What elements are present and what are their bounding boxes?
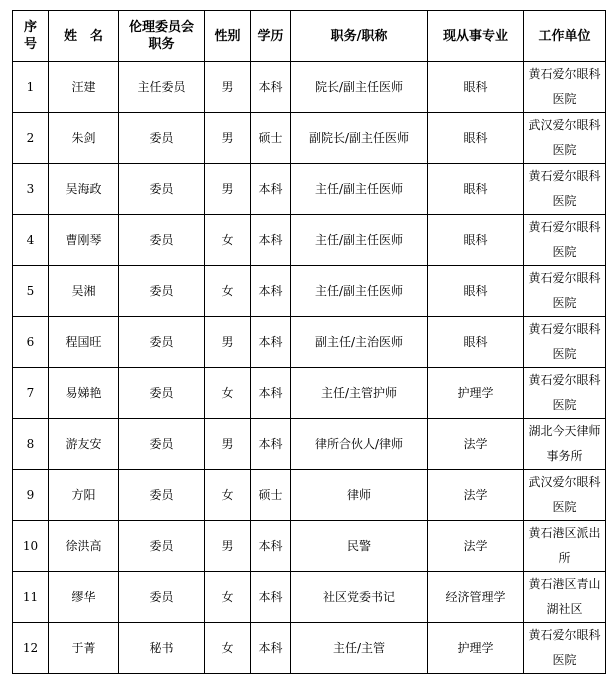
table-row — [13, 470, 606, 521]
cell-ethics-role: 委员 — [119, 113, 205, 164]
cell-ethics-role: 委员 — [119, 266, 205, 317]
cell-education: 本科 — [251, 62, 291, 113]
cell-name: 徐洪高 — [49, 521, 119, 572]
table-row — [13, 62, 606, 113]
cell-gender: 女 — [205, 470, 251, 521]
cell-employer: 黄石爱尔眼科医院 — [524, 623, 606, 674]
cell-no: 5 — [13, 266, 49, 317]
cell-name: 游友安 — [49, 419, 119, 470]
cell-employer: 黄石爱尔眼科医院 — [524, 317, 606, 368]
cell-employer: 黄石港区青山湖社区 — [524, 572, 606, 623]
cell-title: 民警 — [291, 521, 428, 572]
header-name: 姓 名 — [49, 11, 119, 62]
cell-employer: 黄石爱尔眼科医院 — [524, 62, 606, 113]
cell-education: 本科 — [251, 572, 291, 623]
cell-education: 本科 — [251, 419, 291, 470]
cell-gender: 男 — [205, 317, 251, 368]
cell-title: 社区党委书记 — [291, 572, 428, 623]
cell-name: 吴海政 — [49, 164, 119, 215]
header-specialty: 现从事专业 — [428, 11, 524, 62]
cell-ethics-role: 主任委员 — [119, 62, 205, 113]
header-education: 学历 — [251, 11, 291, 62]
cell-no: 9 — [13, 470, 49, 521]
table-row — [13, 368, 606, 419]
cell-title: 主任/主管护师 — [291, 368, 428, 419]
cell-no: 7 — [13, 368, 49, 419]
cell-specialty: 眼科 — [428, 266, 524, 317]
cell-title: 主任/副主任医师 — [291, 215, 428, 266]
header-row — [13, 11, 606, 62]
cell-education: 本科 — [251, 368, 291, 419]
cell-specialty: 护理学 — [428, 368, 524, 419]
cell-gender: 女 — [205, 215, 251, 266]
cell-name: 程国旺 — [49, 317, 119, 368]
table-row — [13, 521, 606, 572]
cell-ethics-role: 委员 — [119, 215, 205, 266]
table-row — [13, 266, 606, 317]
cell-gender: 男 — [205, 521, 251, 572]
cell-title: 副院长/副主任医师 — [291, 113, 428, 164]
cell-education: 本科 — [251, 623, 291, 674]
cell-education: 本科 — [251, 317, 291, 368]
table-row — [13, 317, 606, 368]
cell-no: 11 — [13, 572, 49, 623]
cell-gender: 女 — [205, 623, 251, 674]
cell-no: 2 — [13, 113, 49, 164]
cell-ethics-role: 秘书 — [119, 623, 205, 674]
table-row — [13, 113, 606, 164]
cell-employer: 黄石爱尔眼科医院 — [524, 266, 606, 317]
cell-education: 硕士 — [251, 113, 291, 164]
cell-education: 本科 — [251, 164, 291, 215]
cell-title: 院长/副主任医师 — [291, 62, 428, 113]
header-gender: 性别 — [205, 11, 251, 62]
cell-name: 易娣艳 — [49, 368, 119, 419]
cell-name: 吴湘 — [49, 266, 119, 317]
cell-education: 本科 — [251, 215, 291, 266]
cell-title: 主任/副主任医师 — [291, 164, 428, 215]
cell-gender: 女 — [205, 572, 251, 623]
cell-specialty: 经济管理学 — [428, 572, 524, 623]
cell-name: 汪建 — [49, 62, 119, 113]
cell-title: 律所合伙人/律师 — [291, 419, 428, 470]
cell-ethics-role: 委员 — [119, 572, 205, 623]
cell-employer: 武汉爱尔眼科医院 — [524, 113, 606, 164]
cell-specialty: 眼科 — [428, 215, 524, 266]
header-employer: 工作单位 — [524, 11, 606, 62]
cell-name: 于菁 — [49, 623, 119, 674]
cell-gender: 男 — [205, 62, 251, 113]
header-no: 序 号 — [13, 11, 49, 62]
cell-no: 4 — [13, 215, 49, 266]
cell-employer: 湖北今天律师事务所 — [524, 419, 606, 470]
cell-employer: 黄石爱尔眼科医院 — [524, 164, 606, 215]
ethics-committee-table — [12, 10, 606, 674]
cell-name: 方阳 — [49, 470, 119, 521]
cell-specialty: 护理学 — [428, 623, 524, 674]
cell-employer: 黄石爱尔眼科医院 — [524, 368, 606, 419]
cell-name: 朱剑 — [49, 113, 119, 164]
cell-ethics-role: 委员 — [119, 470, 205, 521]
cell-ethics-role: 委员 — [119, 521, 205, 572]
cell-education: 硕士 — [251, 470, 291, 521]
cell-specialty: 眼科 — [428, 317, 524, 368]
cell-no: 3 — [13, 164, 49, 215]
cell-education: 本科 — [251, 266, 291, 317]
cell-no: 10 — [13, 521, 49, 572]
cell-title: 主任/主管 — [291, 623, 428, 674]
cell-specialty: 法学 — [428, 470, 524, 521]
table-row — [13, 164, 606, 215]
table-body — [13, 62, 606, 674]
cell-gender: 男 — [205, 164, 251, 215]
table-row — [13, 215, 606, 266]
cell-specialty: 法学 — [428, 419, 524, 470]
cell-name: 缪华 — [49, 572, 119, 623]
table-row — [13, 419, 606, 470]
cell-specialty: 法学 — [428, 521, 524, 572]
cell-ethics-role: 委员 — [119, 317, 205, 368]
cell-specialty: 眼科 — [428, 164, 524, 215]
cell-specialty: 眼科 — [428, 62, 524, 113]
table-row — [13, 623, 606, 674]
header-ethics-role: 伦理委员会 职务 — [119, 11, 205, 62]
cell-no: 6 — [13, 317, 49, 368]
cell-ethics-role: 委员 — [119, 368, 205, 419]
cell-gender: 女 — [205, 266, 251, 317]
cell-gender: 男 — [205, 419, 251, 470]
cell-gender: 女 — [205, 368, 251, 419]
cell-employer: 黄石港区派出所 — [524, 521, 606, 572]
cell-employer: 武汉爱尔眼科医院 — [524, 470, 606, 521]
cell-no: 12 — [13, 623, 49, 674]
cell-no: 8 — [13, 419, 49, 470]
cell-no: 1 — [13, 62, 49, 113]
cell-title: 律师 — [291, 470, 428, 521]
cell-gender: 男 — [205, 113, 251, 164]
cell-title: 副主任/主治医师 — [291, 317, 428, 368]
cell-specialty: 眼科 — [428, 113, 524, 164]
cell-ethics-role: 委员 — [119, 164, 205, 215]
table-row — [13, 572, 606, 623]
cell-education: 本科 — [251, 521, 291, 572]
cell-name: 曹刚琴 — [49, 215, 119, 266]
cell-title: 主任/副主任医师 — [291, 266, 428, 317]
cell-ethics-role: 委员 — [119, 419, 205, 470]
cell-employer: 黄石爱尔眼科医院 — [524, 215, 606, 266]
header-title: 职务/职称 — [291, 11, 428, 62]
